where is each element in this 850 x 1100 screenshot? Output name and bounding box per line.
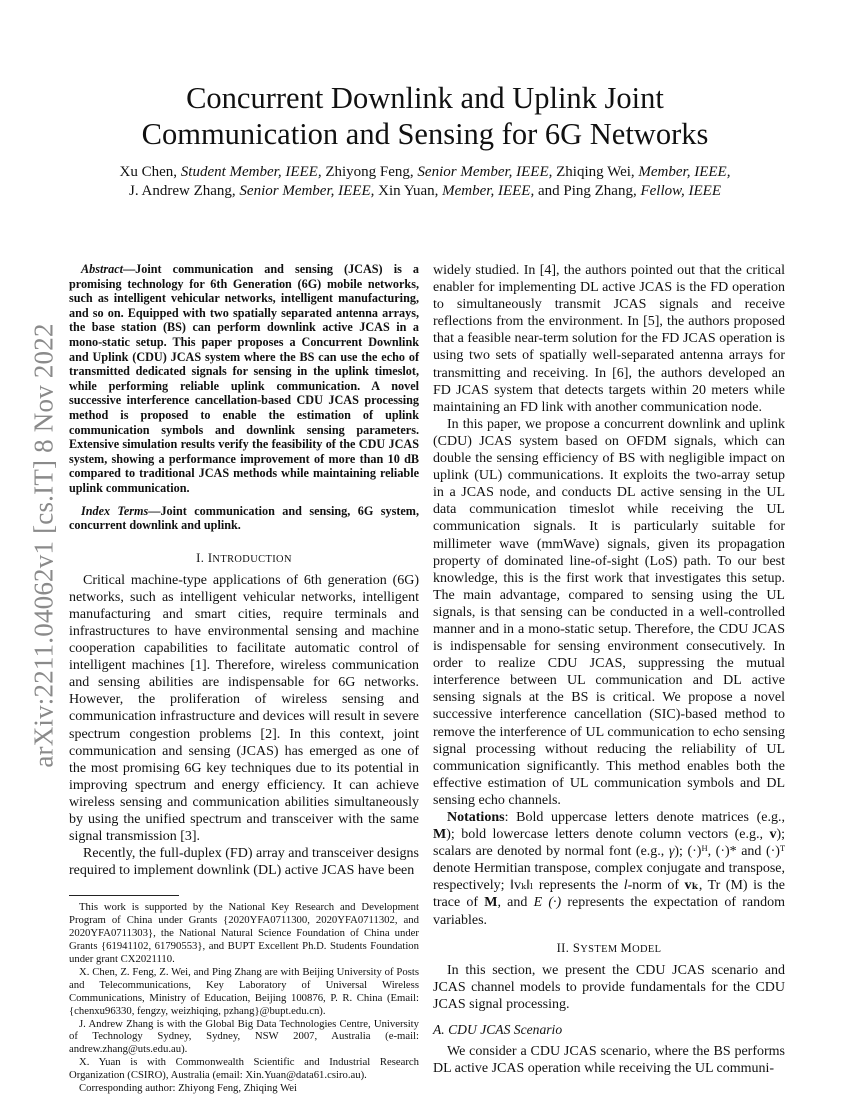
notations-text: -norm of	[627, 878, 685, 894]
math-symbol: v	[769, 827, 777, 843]
author-name: Xu Chen,	[119, 164, 178, 180]
notations-text: ); scalars are denoted by normal font (e.g.,	[433, 827, 785, 860]
math-symbol: vₖ	[684, 878, 699, 894]
footnote-funding: This work is supported by the National Key Research and Development Program of China under Grants {2020YFA0711300, 2020YFA0711302, and 2020YFA0711303}, the National Natural Science Foundation of China under Grants {61941102, 61790553}, and BUPT Excellent Ph.D. Students Foundation under grant CX2021110.	[69, 901, 419, 965]
section-number-initial: II. S	[556, 940, 581, 955]
author-name: Xin Yuan,	[378, 183, 439, 199]
notations-text: represents the expectation of random variables.	[433, 895, 785, 928]
author-name: Zhiqing Wei,	[556, 164, 635, 180]
math-symbol: ‖vₖ‖ₗ	[510, 878, 534, 894]
subsection-cdu-jcas-scenario-heading: A. CDU JCAS Scenario	[433, 1021, 563, 1037]
system-model-intro-paragraph: In this section, we present the CDU JCAS scenario and JCAS channel models to provide fundamentals for the CDU JCAS signal processing.	[433, 962, 785, 1012]
title-line-2: Communication and Sensing for 6G Networks	[141, 117, 709, 151]
math-symbol: M	[433, 827, 447, 843]
author-role: Student Member, IEEE,	[180, 164, 322, 180]
author-role: Senior Member, IEEE,	[417, 164, 553, 180]
author-role: Senior Member, IEEE,	[239, 183, 375, 199]
math-symbol: (·)*	[715, 844, 737, 860]
paper-title	[90, 80, 760, 152]
scenario-paragraph: We consider a CDU JCAS scenario, where the BS performs DL active JCAS operation while receiving the UL communi-	[433, 1043, 785, 1077]
notations-text: denote Hermitian transpose, complex conjugate and transpose, respectively;	[433, 861, 785, 894]
index-terms-label: Index Terms	[81, 503, 149, 518]
index-terms-text: —Joint communication and sensing, 6G system, concurrent downlink and uplink.	[69, 503, 419, 533]
author-name: Zhiyong Feng,	[325, 164, 414, 180]
section-smallcaps: ODEL	[632, 943, 662, 955]
section-system-model-heading	[433, 941, 785, 956]
section-smallcaps: YSTEM	[580, 943, 621, 955]
notations-text: ); bold lowercase letters denote column vectors (e.g.,	[446, 827, 770, 843]
intro-paragraph-1: Critical machine-type applications of 6th generation (6G) networks, such as intelligent vehicular networks, intelligent manufacturing and smart cities, require terminals and infrastructures to have environmental sensing and machine cooperation capabilities to facilitate automatic control of intelligent machines [1]. Therefore, wireless communication and sensing abilities are indispensable for 6G networks. However, the proliferation of wireless sensing and communication infrastructure and devices will result in severe spectrum congestion problems [2]. In this context, joint communication and sensing (JCAS) has emerged as one of the most promising 6G key techniques due to its potential in improving spectrum and energy efficiency. It can achieve wireless sensing and communication abilities simultaneously by using the unified spectrum and transceiver with the same signal transmission [3].	[69, 572, 419, 845]
arxiv-identifier: arXiv:2211.04062v1 [cs.IT] 8 Nov 2022	[28, 322, 59, 768]
title-line-1: Concurrent Downlink and Uplink Joint	[186, 81, 664, 115]
footnote-corresponding-author: Corresponding author: Zhiyong Feng, Zhiqing Wei	[79, 1082, 298, 1095]
notations-text: , and	[497, 895, 534, 911]
notations-text: );	[674, 844, 688, 860]
author-role: Member, IEEE,	[442, 183, 535, 199]
math-symbol: l	[623, 878, 628, 894]
author-name: and Ping Zhang,	[537, 183, 637, 199]
section-number-initial: I. I	[196, 550, 213, 565]
contribution-paragraph: In this paper, we propose a concurrent downlink and uplink (CDU) JCAS system based on OFDM signals, which can double the sensing efficiency of BS with negligible impact on uplink (UL) communications. It exploits the two-array setup in a JCAS node, and conducts DL active sensing in the UL data communication timeslot while receiving the UL communication signals. It is particularly suitable for millimeter wave (mmWave) signals, given its propagation property of dominated line-of-sight (LoS) path. To our best knowledge, this is the first work that investigates this setup. The main advantage, compared to sensing using the UL signals, is that sensing can be conducted in a well-controlled manner and in a mono-static setup. Therefore, the CDU JCAS is indispensable for sensing environment consecutively. In order to realize CDU JCAS, suppressing the mutual interference between UL communication and DL active sensing signals at the BS is critical. We propose a novel successive interference cancellation (SIC)-based method to remove the interference of UL communication to echo sensing signal processing without reducing the reliability of UL communication significantly. This method enables both the effective estimation of UL communication symbols and DL sensing echo channels.	[433, 416, 785, 808]
notations-label: Notations	[447, 810, 505, 825]
math-symbol: E (·)	[533, 895, 562, 911]
related-work-paragraph: widely studied. In [4], the authors pointed out that the critical enabler for implementing DL active JCAS is the FD operation to simultaneously transmit JCAS signals and receive reflections from the environment. In [5], the authors proposed that a feasible near-term solution for the FD JCAS operation is using two sets of spatially well-separated antenna arrays for transmitting and receiving. In [6], the authors developed an FD JCAS system that detects targets within 20 meters while maintaining an FD link with another communication node.	[433, 263, 785, 415]
notations-text: is the trace of	[433, 878, 786, 911]
author-role: Fellow, IEEE	[640, 183, 721, 199]
math-symbol: γ	[668, 844, 675, 860]
notations-text: : Bold uppercase letters denote matrices (e.g.,	[504, 810, 785, 825]
math-symbol: M	[484, 895, 498, 911]
abstract	[69, 262, 419, 496]
index-terms	[69, 504, 419, 533]
footnotes	[69, 901, 419, 1095]
intro-paragraph-2: Recently, the full-duplex (FD) array and transceiver designs required to implement downlink (DL) active JCAS have been	[69, 846, 419, 879]
left-column	[69, 262, 419, 1095]
math-symbol: (·)ᴴ	[687, 844, 708, 860]
section-smallcaps: NTRODUCTION	[212, 553, 292, 565]
author-name: J. Andrew Zhang,	[129, 183, 236, 199]
footnote-affiliation-uts: J. Andrew Zhang is with the Global Big Data Technologies Centre, University of Technology Sydney, Sydney, NSW 2007, Australia (e-mail: andrew.zhang@uts.edu.au).	[69, 1017, 419, 1056]
notations-paragraph	[433, 809, 785, 929]
author-role: Member, IEEE,	[638, 164, 731, 180]
math-symbol: (·)ᵀ	[765, 844, 786, 860]
footnote-affiliation-bupt: X. Chen, Z. Feng, Z. Wei, and Ping Zhang are with Beijing University of Posts and Telecommunications, Key Laboratory of Universal Wireless Communications, Ministry of Education, Beijing 100876, P. R. China (Email:{chenxu96330, fengzy, weizhiqing, pzhang}@bupt.edu.cn).	[69, 965, 419, 1017]
notations-text: and	[736, 844, 766, 860]
section-introduction-heading	[69, 551, 419, 566]
notations-text: ,	[707, 844, 716, 860]
footnote-affiliation-csiro: X. Yuan is with Commonwealth Scientific and Industrial Research Organization (CSIRO), Australia (email: Xin.Yuan@data61.csiro.au).	[69, 1056, 419, 1082]
abstract-text: —Joint communication and sensing (JCAS) is a promising technology for 6th Generation (6G) mobile networks, such as intelligent vehicular networks, intelligent manufacturing, and so on. Equipped with two spatially separated antenna arrays, the base station (BS) can perform downlink active JCAS in a mono-static setup. This paper proposes a Concurrent Downlink and Uplink (CDU) JCAS system where the BS can use the echo of transmitted dedicated signals for sensing in the uplink timeslot, while performing reliable uplink communication. A novel successive interference cancellation-based CDU JCAS processing method is proposed to enable the estimation of uplink communication symbols and downlink sensing parameters. Extensive simulation results verify the feasibility of the CDU JCAS system, showing a performance improvement of more than 10 dB compared to traditional JCAS methods while maintaining reliable uplink communication.	[69, 262, 419, 495]
math-symbol: Tr (M)	[707, 878, 748, 894]
author-list	[70, 163, 780, 201]
footnote-divider	[69, 895, 179, 896]
notations-text: ,	[698, 878, 708, 894]
section-capital: M	[620, 940, 633, 955]
right-column	[433, 262, 785, 1077]
notations-text: represents the	[533, 878, 624, 894]
abstract-label: Abstract	[81, 262, 123, 276]
arxiv-identifier-stamp	[26, 310, 62, 780]
